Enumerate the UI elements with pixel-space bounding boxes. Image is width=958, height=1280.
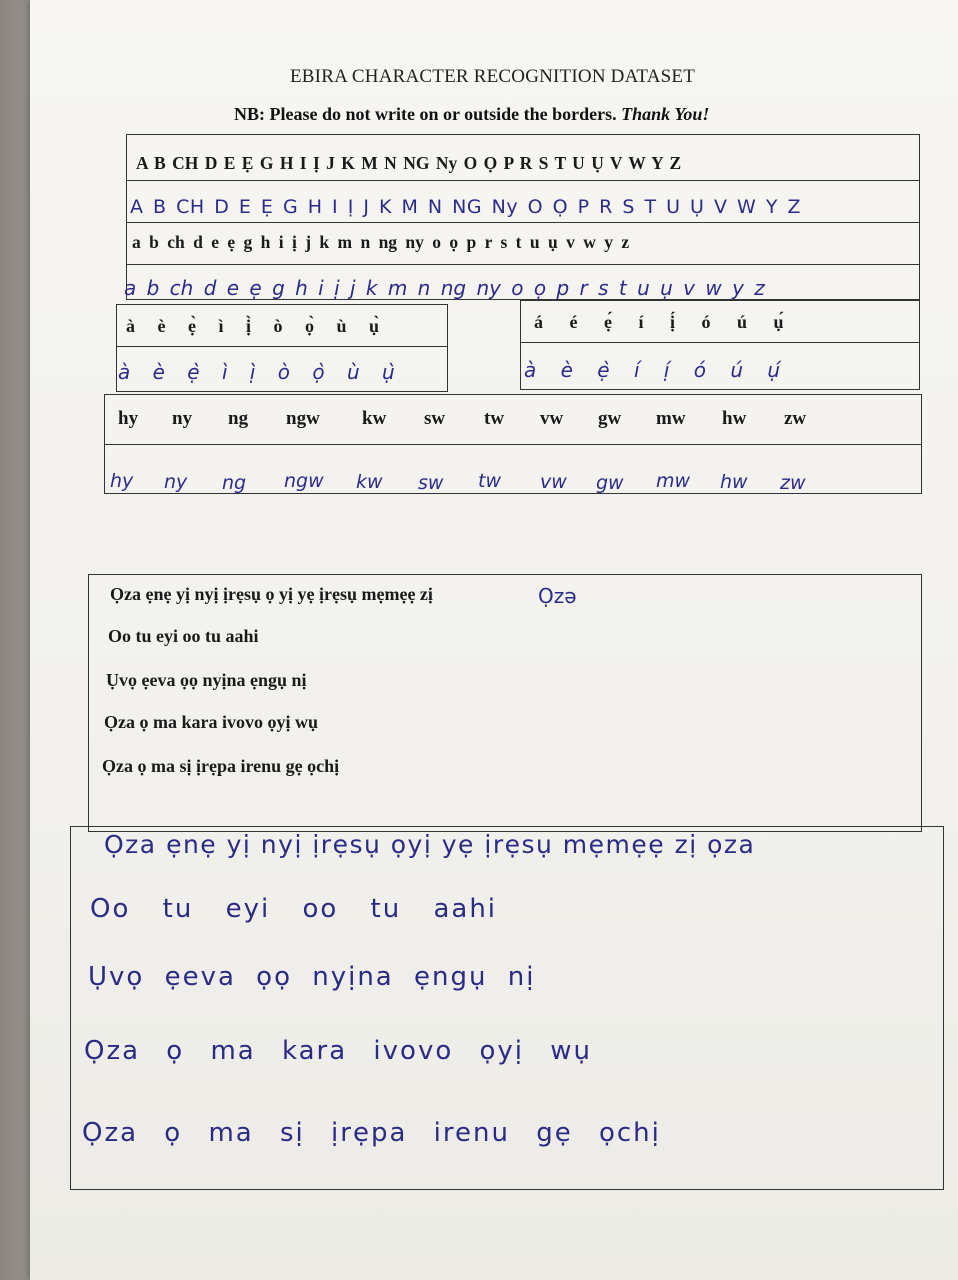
digraph-printed-ny: ny [172, 408, 193, 429]
printed-sentence: Ọza ọ ma kara ivovo ọyị wụ [104, 712, 318, 732]
acute-printed-row: á é ẹ́ í ị́ ó ú ụ́ [534, 312, 784, 332]
handwritten-sentence: Oo tu eyi oo tu aahi [90, 894, 498, 924]
digraph-printed-zw: zw [784, 408, 807, 429]
digraph-printed-tw: tw [484, 408, 505, 429]
grid-divider [520, 342, 920, 343]
uppercase-printed-row: A B CH D E Ẹ G H I Ị J K M N NG Ny O Ọ P R S T U Ụ V W Y Z [136, 153, 682, 173]
digraph-handwritten-mw: mw [656, 470, 691, 492]
acute-handwritten-row: à è ẹ̀ í ị́ ó ú ụ́ [524, 358, 781, 382]
lowercase-printed-row: a b ch d e ẹ g h i ị j k m n ng ny o ọ p r s t u ụ v w y z [132, 232, 630, 252]
sentence-box [88, 574, 922, 832]
printed-sentence: Ọza ọ ma sị ịrẹpa irenu gẹ ọchị [102, 756, 340, 776]
grid-divider [104, 444, 922, 445]
thank-you-text: Thank You! [621, 104, 710, 124]
digraph-handwritten-vw: vw [540, 471, 567, 493]
digraph-printed-ngw: ngw [286, 408, 320, 429]
lowercase-handwritten-row: a b ch d e ẹ g h i ị j k m n ng ny o ọ p r s t u ụ v w y z [124, 276, 765, 300]
digraph-printed-sw: sw [424, 408, 446, 429]
digraph-handwritten-hw: hw [720, 471, 748, 493]
instruction-note-text: NB: Please do not write on or outside the borders. [234, 104, 617, 124]
grid-divider [126, 264, 920, 265]
grid-divider [126, 222, 920, 223]
instruction-note [234, 104, 709, 125]
sentence-handwritten-addition: Ọzə [538, 584, 577, 608]
digraph-printed-gw: gw [598, 408, 622, 429]
uppercase-handwritten-row: A B CH D E Ẹ G H I Ị J K M N NG Ny O Ọ P R S T U Ụ V W Y Z [130, 196, 802, 218]
digraph-handwritten-tw: tw [478, 470, 501, 492]
digraph-handwritten-zw: zw [780, 472, 806, 494]
grave-printed-row: à è ẹ̀ ì ị̀ ò ọ̀ ù ụ̀ [126, 316, 380, 336]
sheet-title: EBIRA CHARACTER RECOGNITION DATASET [290, 66, 696, 87]
grid-divider [126, 180, 920, 181]
digraph-handwritten-ny: ny [164, 471, 188, 493]
digraph-printed-kw: kw [362, 408, 387, 429]
digraph-handwritten-gw: gw [596, 472, 624, 494]
handwritten-sentence: Ọza ẹnẹ yị nyị ịrẹsụ ọyị yẹ ịrẹsụ mẹmẹẹ zị ọza [104, 830, 756, 859]
grave-handwritten-row: à è ẹ̀ ì ị̀ ò ọ̀ ù ụ̀ [118, 360, 395, 384]
digraph-printed-vw: vw [540, 408, 564, 429]
handwritten-sentence: Ọza ọ ma sị ịrẹpa irenu gẹ ọchị [82, 1118, 661, 1148]
digraph-printed-hw: hw [722, 408, 747, 429]
digraph-handwritten-hy: hy [110, 470, 134, 492]
printed-sentence: Oo tu eyi oo tu aahi [108, 626, 259, 646]
grid-divider [116, 346, 448, 347]
printed-sentence: Ụvọ ẹeva ọọ nyịna ẹngụ nị [106, 670, 307, 690]
digraph-handwritten-ngw: ngw [284, 470, 324, 492]
digraph-handwritten-kw: kw [356, 471, 383, 493]
digraph-printed-hy: hy [118, 408, 139, 429]
digraph-handwritten-ng: ng [222, 472, 247, 494]
digraph-handwritten-sw: sw [418, 472, 444, 494]
handwritten-sentence: Ụvọ ẹeva ọọ nyịna ẹngụ nị [88, 962, 536, 992]
handwritten-sentence: Ọza ọ ma kara ivovo ọyị wụ [84, 1036, 593, 1066]
digraph-printed-ng: ng [228, 408, 249, 429]
printed-sentence: Ọza ẹnẹ yị nyị ịrẹsụ ọ yị yẹ ịrẹsụ mẹmẹẹ zị [110, 584, 433, 604]
digraph-printed-mw: mw [656, 408, 686, 429]
